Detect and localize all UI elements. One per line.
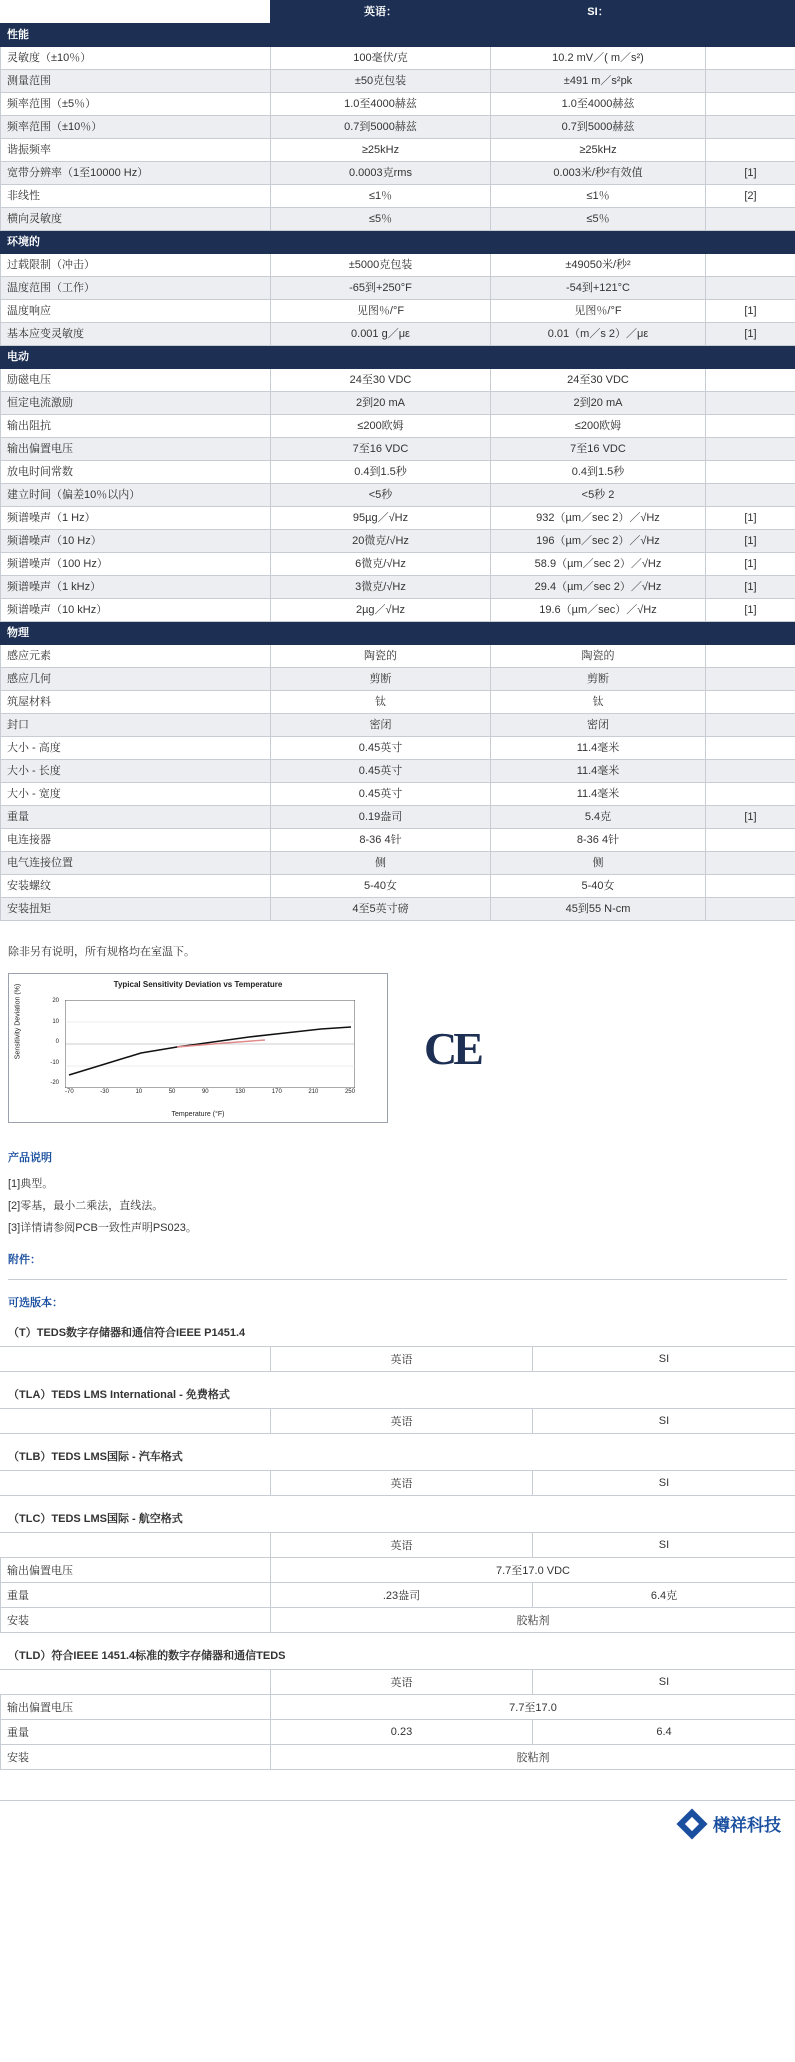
row-note [706, 438, 795, 461]
row-si: 45到55 N-cm [491, 898, 706, 921]
table-row [1, 852, 795, 875]
row-note: [1] [706, 806, 795, 829]
row-note [706, 93, 795, 116]
row-si: 19.6（µm／sec）／√Hz [491, 599, 706, 622]
row-label: 测量范围 [1, 70, 271, 93]
variant-col-si: SI [533, 1670, 795, 1695]
row-note [706, 898, 795, 921]
row-english: 0.45英寸 [271, 737, 491, 760]
row-english: 4至5英寸磅 [271, 898, 491, 921]
table-row [1, 1695, 795, 1720]
table-row [1, 139, 795, 162]
y-tick: 20 [52, 998, 59, 1004]
row-value: 胶粘剂 [271, 1745, 795, 1770]
row-english: 24至30 VDC [271, 369, 491, 392]
row-note [706, 691, 795, 714]
row-si: ≤5％ [491, 208, 706, 231]
row-english: 1.0至4000赫兹 [271, 93, 491, 116]
x-tick: 170 [271, 1089, 282, 1095]
row-english: 0.23 [271, 1720, 533, 1745]
row-si: 11.4毫米 [491, 760, 706, 783]
spec-table-body [1, 1, 795, 921]
variant-col-english: 英语 [271, 1533, 533, 1558]
variant-name: （TLA）TEDS LMS International - 免费格式 [8, 1389, 230, 1401]
row-english: <5秒 [271, 484, 491, 507]
variant-col-english: 英语 [271, 1409, 533, 1434]
row-label: 电连接器 [1, 829, 271, 852]
row-si: 钛 [491, 691, 706, 714]
row-si: 侧 [491, 852, 706, 875]
row-si: <5秒 2 [491, 484, 706, 507]
table-row [1, 829, 795, 852]
row-si: 6.4 [533, 1720, 795, 1745]
table-row [1, 116, 795, 139]
row-note [706, 277, 795, 300]
row-english: 见图％/°F [271, 300, 491, 323]
row-english: ≤1％ [271, 185, 491, 208]
row-english: 0.4到1.5秒 [271, 461, 491, 484]
row-label: 重量 [1, 1583, 271, 1608]
variant-table-tlc [0, 1532, 795, 1633]
row-english: 6微克/√Hz [271, 553, 491, 576]
row-english: ±50克包装 [271, 70, 491, 93]
row-si: 0.4到1.5秒 [491, 461, 706, 484]
row-label: 安装 [1, 1608, 271, 1633]
table-row [1, 668, 795, 691]
x-tick: 250 [344, 1089, 355, 1095]
table-row [1, 185, 795, 208]
row-si: 8-36 4针 [491, 829, 706, 852]
row-label: 大小 - 高度 [1, 737, 271, 760]
row-si: 24至30 VDC [491, 369, 706, 392]
row-label: 过载限制（冲击） [1, 254, 271, 277]
row-english: ±5000克包装 [271, 254, 491, 277]
row-note: [1] [706, 162, 795, 185]
row-note [706, 139, 795, 162]
x-tick: -70 [65, 1089, 74, 1095]
variant-table-tla [0, 1408, 795, 1434]
brand-logo-icon [676, 1808, 707, 1839]
chart-x-tick-labels [65, 1089, 355, 1095]
row-label: 输出偏置电压 [1, 1695, 271, 1720]
row-label: 频谱噪声（10 Hz） [1, 530, 271, 553]
row-label: 感应元素 [1, 645, 271, 668]
row-label: 安装 [1, 1745, 271, 1770]
row-note [706, 852, 795, 875]
variant-col-english: 英语 [271, 1347, 533, 1372]
variant-block-tla [0, 1386, 795, 1434]
row-note: [1] [706, 300, 795, 323]
row-si: 0.7到5000赫兹 [491, 116, 706, 139]
variant-block-tlb [0, 1448, 795, 1496]
variant-col-blank [1, 1670, 271, 1695]
row-si: 932（µm／sec 2）／√Hz [491, 507, 706, 530]
row-label: 频谱噪声（100 Hz） [1, 553, 271, 576]
row-english: 陶瓷的 [271, 645, 491, 668]
row-si: 0.003米/秒²有效值 [491, 162, 706, 185]
row-note [706, 254, 795, 277]
table-row [1, 714, 795, 737]
row-label: 输出偏置电压 [1, 438, 271, 461]
page-footer [0, 1800, 795, 1850]
row-note [706, 392, 795, 415]
row-note [706, 415, 795, 438]
chart-title: Typical Sensitivity Deviation vs Temperature [113, 980, 283, 989]
row-english: 2到20 mA [271, 392, 491, 415]
note-line: [3]详情请参阅PCB一致性声明PS023。 [8, 1222, 197, 1234]
row-si: 7至16 VDC [491, 438, 706, 461]
variant-name: （TLC）TEDS LMS国际 - 航空格式 [8, 1513, 183, 1525]
table-row [1, 70, 795, 93]
variant-col-english: 英语 [271, 1471, 533, 1496]
row-si: -54到+121°C [491, 277, 706, 300]
variant-block-tlc [0, 1510, 795, 1633]
row-si: 陶瓷的 [491, 645, 706, 668]
row-english: 0.45英寸 [271, 760, 491, 783]
row-note: [1] [706, 553, 795, 576]
row-english: 3微克/√Hz [271, 576, 491, 599]
product-notes-title: 产品说明 [8, 1152, 52, 1164]
row-label: 励磁电压 [1, 369, 271, 392]
row-note [706, 783, 795, 806]
table-row [1, 1745, 795, 1770]
variant-col-blank [1, 1471, 271, 1496]
table-row [1, 645, 795, 668]
table-row [1, 530, 795, 553]
row-english: 95µg／√Hz [271, 507, 491, 530]
row-note: [1] [706, 599, 795, 622]
row-value: 7.7至17.0 VDC [271, 1558, 795, 1583]
row-si: 1.0至4000赫兹 [491, 93, 706, 116]
sensitivity-deviation-chart [8, 973, 388, 1123]
variant-name: （TLB）TEDS LMS国际 - 汽车格式 [8, 1451, 183, 1463]
row-english: 5-40女 [271, 875, 491, 898]
row-label: 宽带分辨率（1至10000 Hz） [1, 162, 271, 185]
chart-plot-area [65, 1000, 355, 1088]
section-header-electrical: 电动 [1, 346, 795, 369]
ce-mark-icon: CE [424, 1022, 480, 1074]
row-label: 温度响应 [1, 300, 271, 323]
row-note [706, 829, 795, 852]
table-row [1, 484, 795, 507]
y-tick: -20 [50, 1080, 59, 1086]
variant-col-si: SI [533, 1471, 795, 1496]
row-label: 温度范围（工作） [1, 277, 271, 300]
row-note [706, 461, 795, 484]
table-row [1, 1471, 795, 1496]
y-tick: 0 [55, 1039, 59, 1045]
row-label: 基本应变灵敏度 [1, 323, 271, 346]
row-label: 封口 [1, 714, 271, 737]
row-si: 29.4（µm／sec 2）／√Hz [491, 576, 706, 599]
row-note [706, 645, 795, 668]
table-row [1, 415, 795, 438]
row-label: 频谱噪声（1 kHz） [1, 576, 271, 599]
row-si: ±491 m／s²pk [491, 70, 706, 93]
x-tick: -30 [100, 1089, 109, 1095]
table-row [1, 1533, 795, 1558]
row-note: [1] [706, 530, 795, 553]
table-row [1, 1670, 795, 1695]
table-row [1, 300, 795, 323]
row-note [706, 875, 795, 898]
row-si: ≥25kHz [491, 139, 706, 162]
variant-col-english: 英语 [271, 1670, 533, 1695]
table-row [1, 599, 795, 622]
row-label: 建立时间（偏差10％以内） [1, 484, 271, 507]
spec-table-header-row [1, 1, 795, 24]
row-note [706, 208, 795, 231]
x-tick: 130 [235, 1089, 246, 1095]
variant-table-t [0, 1346, 795, 1372]
brand-name: 樽祥科技 [713, 1816, 781, 1835]
row-english: ≤5％ [271, 208, 491, 231]
row-english: 0.001 g／με [271, 323, 491, 346]
table-row [1, 553, 795, 576]
table-row [1, 507, 795, 530]
row-si: 58.9（µm／sec 2）／√Hz [491, 553, 706, 576]
variant-col-si: SI [533, 1347, 795, 1372]
row-si: 6.4克 [533, 1583, 795, 1608]
row-label: 电气连接位置 [1, 852, 271, 875]
row-si: 196（µm／sec 2）／√Hz [491, 530, 706, 553]
row-si: ≤200欧姆 [491, 415, 706, 438]
variant-col-si: SI [533, 1409, 795, 1434]
section-header-performance: 性能 [1, 24, 795, 47]
row-english: 100毫伏/克 [271, 47, 491, 70]
variant-name: （T）TEDS数字存储器和通信符合IEEE P1451.4 [8, 1327, 246, 1339]
variant-col-si: SI [533, 1533, 795, 1558]
row-note [706, 714, 795, 737]
note-line: [2]零基，最小二乘法，直线法。 [8, 1200, 164, 1212]
row-si: 剪断 [491, 668, 706, 691]
row-label: 放电时间常数 [1, 461, 271, 484]
row-note: [2] [706, 185, 795, 208]
table-row [1, 806, 795, 829]
row-label: 重量 [1, 1720, 271, 1745]
row-english: 8-36 4针 [271, 829, 491, 852]
variant-name: （TLD）符合IEEE 1451.4标准的数字存储器和通信TEDS [8, 1650, 286, 1662]
row-note: [1] [706, 323, 795, 346]
row-label: 输出偏置电压 [1, 1558, 271, 1583]
room-temperature-note: 除非另有说明，所有规格均在室温下。 [8, 946, 195, 958]
row-note: [1] [706, 507, 795, 530]
chart-x-axis-label: Temperature (°F) [171, 1111, 225, 1118]
variant-col-blank [1, 1533, 271, 1558]
table-row [1, 162, 795, 185]
row-note [706, 116, 795, 139]
table-row [1, 783, 795, 806]
table-row [1, 1347, 795, 1372]
row-label: 大小 - 宽度 [1, 783, 271, 806]
row-si: 11.4毫米 [491, 783, 706, 806]
y-tick: 10 [52, 1018, 59, 1025]
x-tick: 210 [308, 1089, 319, 1095]
row-english: 侧 [271, 852, 491, 875]
row-si: 0.01（m／s 2）／με [491, 323, 706, 346]
row-label: 频率范围（±5％） [1, 93, 271, 116]
table-row [1, 392, 795, 415]
row-english: .23盎司 [271, 1583, 533, 1608]
row-note [706, 47, 795, 70]
row-si: 5.4克 [491, 806, 706, 829]
table-row [1, 576, 795, 599]
variant-col-blank [1, 1347, 271, 1372]
row-label: 安装螺纹 [1, 875, 271, 898]
row-si: 密闭 [491, 714, 706, 737]
variant-block-t [0, 1324, 795, 1372]
chart-and-ce-row [8, 973, 795, 1123]
row-note [706, 760, 795, 783]
row-value: 胶粘剂 [271, 1608, 795, 1633]
table-row [1, 737, 795, 760]
row-label: 重量 [1, 806, 271, 829]
row-label: 灵敏度（±10％） [1, 47, 271, 70]
table-row [1, 277, 795, 300]
row-label: 非线性 [1, 185, 271, 208]
x-tick: 10 [135, 1089, 143, 1095]
table-row [1, 438, 795, 461]
row-si: 10.2 mV／( m／s²) [491, 47, 706, 70]
row-english: 7至16 VDC [271, 438, 491, 461]
row-value: 7.7至17.0 [271, 1695, 795, 1720]
table-row [1, 1409, 795, 1434]
header-si: SI： [491, 1, 706, 24]
row-label: 安装扭矩 [1, 898, 271, 921]
row-note [706, 484, 795, 507]
row-english: 密闭 [271, 714, 491, 737]
row-note [706, 737, 795, 760]
table-row [1, 461, 795, 484]
header-english: 英语： [271, 1, 491, 24]
row-label: 筑屋材料 [1, 691, 271, 714]
table-row [1, 47, 795, 70]
y-tick: -10 [50, 1059, 59, 1066]
row-english: -65到+250°F [271, 277, 491, 300]
optional-versions-title: 可选版本： [8, 1297, 63, 1309]
row-english: 0.0003克rms [271, 162, 491, 185]
row-english: 0.45英寸 [271, 783, 491, 806]
header-note [706, 1, 795, 24]
row-si: 11.4毫米 [491, 737, 706, 760]
table-row [1, 760, 795, 783]
row-label: 大小 - 长度 [1, 760, 271, 783]
row-si: 5-40女 [491, 875, 706, 898]
x-tick: 50 [168, 1089, 176, 1095]
row-si: ≤1％ [491, 185, 706, 208]
row-label: 感应几何 [1, 668, 271, 691]
row-label: 横向灵敏度 [1, 208, 271, 231]
table-row [1, 208, 795, 231]
variant-block-tld [0, 1647, 795, 1770]
row-english: ≥25kHz [271, 139, 491, 162]
row-label: 谐振频率 [1, 139, 271, 162]
chart-y-axis-label: Sensitivity Deviation (%) [14, 983, 22, 1060]
section-header-physical: 物理 [1, 622, 795, 645]
table-row [1, 1720, 795, 1745]
row-label: 频谱噪声（1 Hz） [1, 507, 271, 530]
variant-table-tld [0, 1669, 795, 1770]
row-note [706, 668, 795, 691]
table-row [1, 898, 795, 921]
row-english: 20微克/√Hz [271, 530, 491, 553]
table-row [1, 875, 795, 898]
table-row [1, 1608, 795, 1633]
row-si: ±49050米/秒² [491, 254, 706, 277]
row-note: [1] [706, 576, 795, 599]
row-english: 0.19盎司 [271, 806, 491, 829]
row-si: 2到20 mA [491, 392, 706, 415]
row-label: 输出阻抗 [1, 415, 271, 438]
row-english: 钛 [271, 691, 491, 714]
table-row [1, 323, 795, 346]
row-note [706, 70, 795, 93]
row-si: 见图％/°F [491, 300, 706, 323]
divider [8, 1279, 787, 1280]
row-english: 0.7到5000赫兹 [271, 116, 491, 139]
attachment-title: 附件： [8, 1254, 41, 1266]
row-english: 剪断 [271, 668, 491, 691]
table-row [1, 369, 795, 392]
row-note [706, 369, 795, 392]
x-tick: 90 [201, 1089, 209, 1095]
product-notes [8, 1149, 795, 1267]
row-label: 频率范围（±10％） [1, 116, 271, 139]
table-row [1, 691, 795, 714]
header-blank [1, 1, 271, 24]
section-header-environmental: 环境的 [1, 231, 795, 254]
chart-y-tick-labels [43, 998, 59, 1086]
table-row [1, 1583, 795, 1608]
variant-table-tlb [0, 1470, 795, 1496]
variant-col-blank [1, 1409, 271, 1434]
row-english: 2µg／√Hz [271, 599, 491, 622]
specification-table [0, 0, 795, 921]
note-line: [1]典型。 [8, 1178, 54, 1190]
table-row [1, 93, 795, 116]
table-row [1, 254, 795, 277]
table-row [1, 1558, 795, 1583]
row-english: ≤200欧姆 [271, 415, 491, 438]
row-label: 频谱噪声（10 kHz） [1, 599, 271, 622]
row-label: 恒定电流激励 [1, 392, 271, 415]
